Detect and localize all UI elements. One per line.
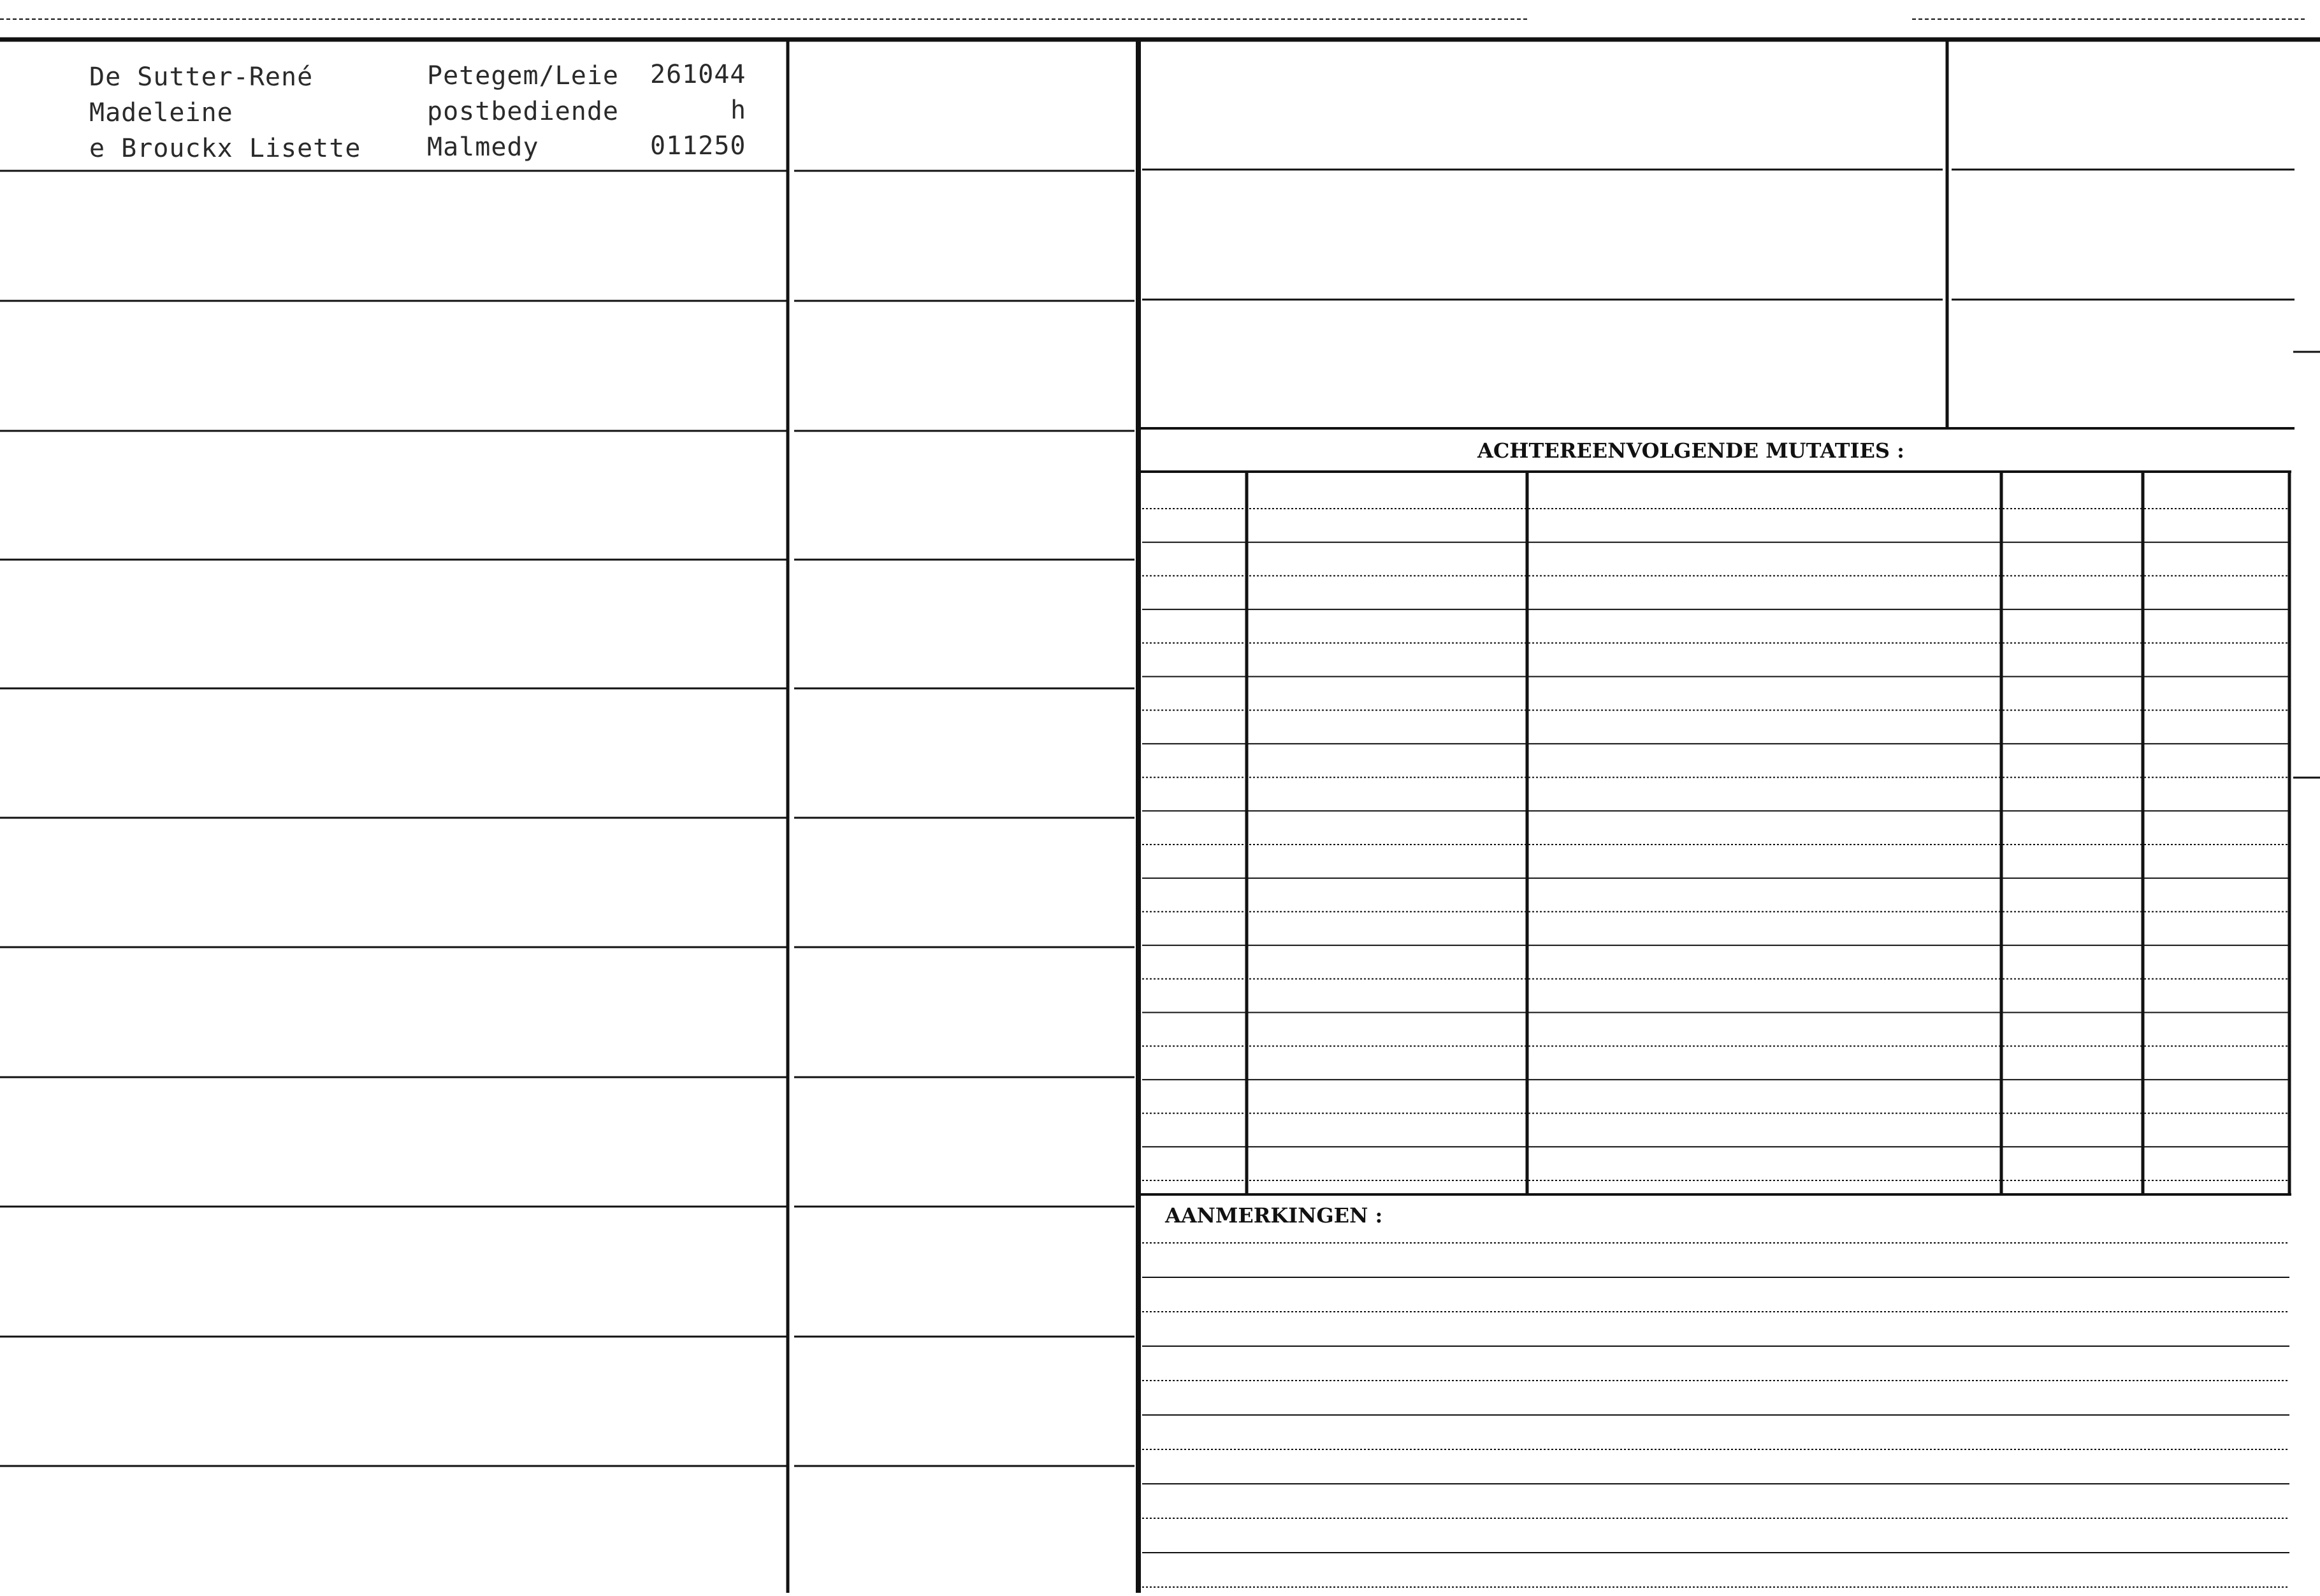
remarks-heading: AANMERKINGEN : xyxy=(1165,1203,1383,1228)
place-line-3: Malmedy xyxy=(427,133,539,162)
name-line-1: De Sutter-René xyxy=(89,62,314,92)
place-line-1: Petegem/Leie xyxy=(427,61,619,91)
date-line-3: 011250 xyxy=(650,131,746,161)
name-line-3: e Brouckx Lisette xyxy=(89,134,361,163)
occupation: postbediende xyxy=(427,97,619,126)
mutations-heading: ACHTEREENVOLGENDE MUTATIES : xyxy=(1477,439,1904,463)
name-line-2: Madeleine xyxy=(89,98,233,127)
mark-line-2: h xyxy=(730,96,747,125)
date-line-1: 261044 xyxy=(650,60,746,89)
